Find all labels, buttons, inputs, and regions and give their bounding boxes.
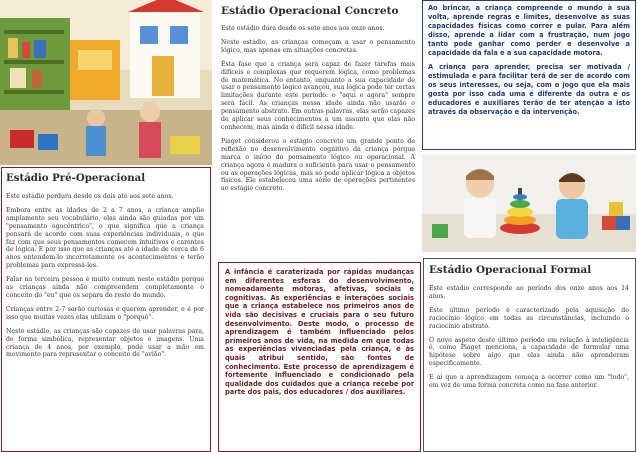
pre-operacional-title: Estádio Pré-Operacional <box>6 172 146 184</box>
left-column <box>0 0 212 452</box>
brincar-section <box>422 0 636 150</box>
pre-operacional-p1: Este estádio perdura desde os dois até aos sete anos. <box>6 193 174 200</box>
operacional-formal-p4: E aí que a aprendizagem começa a ocorrer como um "todo", em vez de uma forma concreta como na fase anterior. <box>429 374 629 390</box>
operacional-formal-title: Estádio Operacional Formal <box>429 264 592 276</box>
operacional-formal-section <box>423 258 636 452</box>
operacional-formal-p3: O novo aspeto deste último período em relação à inteligência é, como Piaget menciona, a capacidade de formular uma hipótese sobre algo que elas ainda não aprenderam especificamente. <box>429 336 629 368</box>
operacional-formal-p2: Este último período é caracterizado pela aquisição do raciocínio lógico em todas as circunstâncias, incluindo o raciocínio abstrato. <box>429 306 629 330</box>
operacional-formal-p1: Este estádio corresponde ao período dos onze anos aos 14 anos. <box>429 285 629 300</box>
operacional-concreto-p4: Piaget considerou o estágio concreto um grande ponto de reflexão no desenvolvimento cognitivo da criança porque marca o início do pensamento lógico ou operacional. A criança agora é madura o suficiente para usar o pensamento ou as operações lógicas, mas só pode aplicar lógica a objetos físicos. Ele estabeleceu uma série de operações pertinentes ao estágio concreto. <box>221 137 415 193</box>
operacional-concreto-p2: Neste estádio, as crianças começam a usar o pensamento lógico, mas apenas em situações concretas. <box>221 38 415 54</box>
operacional-concreto-title: Estádio Operacional Concreto <box>221 5 399 17</box>
operacional-concreto-p3: Ésta fase que a criança será capaz de fazer tarefas mais difíceis e complexas que requerem lógica, como problemas de matemática. No entanto, enquanto a sua capacidade de usar o pensamento lógico avançou, sua lógica pode ter certas limitações durante este período: o "aqui e agora" sempre será fácil. As crianças nessa idade ainda não usarão o pensamento abstrato. Em outras palavras, elas serão capazes de aplicar seus conhecimentos a um assunto que elas não conhecem, mas ainda é difícil nessa idade. <box>221 60 415 131</box>
infancia-text: A infância é caraterizada por rápidas mudanças em diferentes esferas do desenvolvimento, nomeadamente motoras, afetivas, sociais e cognitivas. As experiências e interações sociais que a criança estabelece nos primeiros anos de vida são decisivas e cruciais para o seu futuro desenvolvimento. Deste modo, o processo de aprendizagem é também influenciado pelos primeiros anos de vida, na medida em que todas as experiências vivenciadas pela criança, e às quais atribui sentido, são fontes de conhecimento. Este processo de aprendizagem é fortemente influenciado e condicionado pela qualidade dos cuidados que a criança recebe por parte dos pais, dos educadores / dos auxiliares. <box>225 268 414 397</box>
pre-operacional-p3: Falar na terceira pessoa é muito comum neste estádio porque as crianças ainda não compreendem completamente o conceito do "eu" que os separa do resto do mundo. <box>6 276 204 299</box>
operacional-concreto-p1: Este estádio dura desde os sete anos aos onze anos. <box>221 25 385 32</box>
infancia-section <box>218 262 421 452</box>
pre-operacional-p2: Embora entre as idades de 2 a 7 anos, a criança amplie amplamente seu vocabulário, elas ainda são guiadas por um "pensamento egocêntrico", o que significa que a criança pensará de acordo com suas experiências individuais, o que faz com que seus pensamentos comecem intuitivos e carentes de lógica. E por isso que as crianças até a idade de cerca de 6 anos entendem-lo incorretamente os acontecimentos e terão problemas para expressá-los. <box>6 206 204 270</box>
children-stacking-toy-photo <box>422 154 636 252</box>
pre-operacional-section <box>1 167 211 452</box>
brincar-p2: A criança para aprender, precisa ser motivada / estimulada e para facilitar terá de ser de acordo com os seus interesses, ou seja, com o jogo que ela mais gosta por isso cada uma é diferente da outra e os educadores e auxiliares terão de ter atenção a isto através da observação e da intervenção. <box>428 63 630 116</box>
children-playroom-photo <box>0 0 212 165</box>
right-column <box>422 0 638 452</box>
operacional-concreto-section <box>215 0 420 255</box>
pre-operacional-p5: Neste estádio, as crianças são capazes de usar palavras para, de forma simbólica, representar objetos e imagens. Uma criança de 4 anos, por exemplo, pode usar a mão em movimento para representar o conceito de "avião". <box>6 327 204 359</box>
middle-column <box>215 0 422 452</box>
pre-operacional-p4: Crianças entre 2-7 serão curiosas e querem aprender, e é por isso que muitas vezes elas utilizam o "porquê". <box>6 305 204 321</box>
brincar-p1: Ao brincar, a criança compreende o mundo à sua volta, aprende regras e limites, desenvolve as suas capacidades físicas como correr e pular. Para além disso, aprende a lidar com a frustração, num jogo tanto pode ganhar como perder e desenvolve a capacidade da fala e a sua capacidade motora. <box>428 4 630 57</box>
